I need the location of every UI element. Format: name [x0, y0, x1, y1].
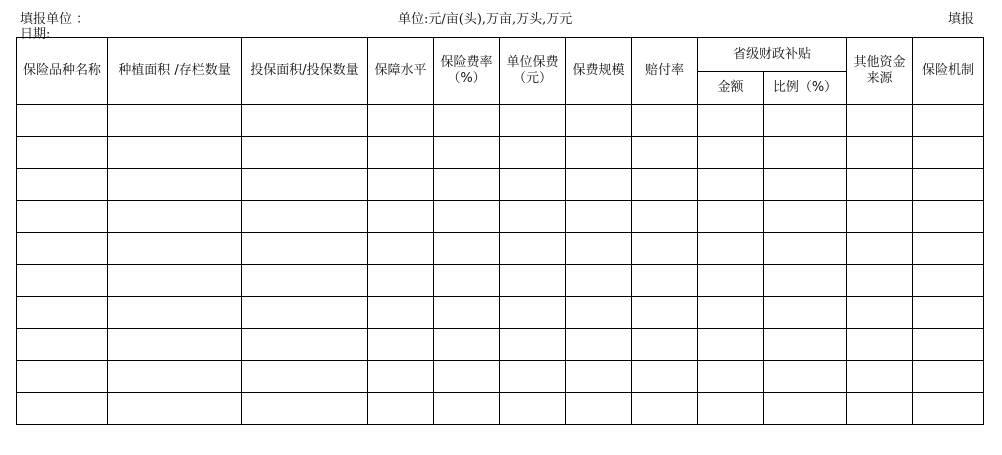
table-cell[interactable]	[108, 361, 242, 393]
table-cell[interactable]	[566, 105, 632, 137]
col-subsidy-amount: 金额	[698, 72, 764, 105]
table-cell[interactable]	[242, 169, 368, 201]
table-cell[interactable]	[17, 361, 108, 393]
table-cell[interactable]	[847, 297, 913, 329]
col-premium-rate	[434, 38, 500, 105]
table-cell[interactable]	[434, 169, 500, 201]
table-cell[interactable]	[632, 329, 698, 361]
table-cell[interactable]	[913, 361, 984, 393]
table-cell[interactable]	[500, 329, 566, 361]
table-cell[interactable]	[632, 297, 698, 329]
table-cell[interactable]	[242, 393, 368, 425]
table-cell[interactable]	[434, 201, 500, 233]
table-cell[interactable]	[500, 201, 566, 233]
table-cell[interactable]	[913, 393, 984, 425]
table-cell[interactable]	[17, 169, 108, 201]
col-coverage-level: 保障水平	[368, 38, 434, 105]
table-cell[interactable]	[108, 233, 242, 265]
table-cell[interactable]	[434, 297, 500, 329]
table-cell[interactable]	[17, 265, 108, 297]
col-subsidy-ratio: 比例（%）	[764, 72, 847, 105]
table-cell[interactable]	[108, 329, 242, 361]
table-cell[interactable]	[566, 201, 632, 233]
table-cell[interactable]	[108, 201, 242, 233]
table-cell[interactable]	[566, 361, 632, 393]
table-cell[interactable]	[764, 233, 847, 265]
table-cell[interactable]	[17, 201, 108, 233]
table-cell[interactable]	[847, 169, 913, 201]
table-cell[interactable]	[566, 137, 632, 169]
table-cell[interactable]	[632, 137, 698, 169]
table-cell[interactable]	[566, 393, 632, 425]
table-cell[interactable]	[913, 105, 984, 137]
table-row	[17, 137, 984, 169]
table-cell[interactable]	[17, 393, 108, 425]
other-funds-text: 其他资金 来源	[853, 55, 906, 86]
table-cell[interactable]	[764, 201, 847, 233]
table-cell[interactable]	[500, 361, 566, 393]
table-cell[interactable]	[632, 361, 698, 393]
col-provincial-subsidy: 省级财政补贴	[698, 38, 847, 72]
table-cell[interactable]	[434, 233, 500, 265]
table-cell[interactable]	[500, 297, 566, 329]
table-cell[interactable]	[764, 393, 847, 425]
table-cell[interactable]	[108, 297, 242, 329]
table-row	[17, 201, 984, 233]
table-row	[17, 329, 984, 361]
table-cell[interactable]	[764, 169, 847, 201]
reporter-label: 填报	[948, 12, 975, 27]
table-cell[interactable]	[242, 265, 368, 297]
table-cell[interactable]	[566, 265, 632, 297]
table-cell[interactable]	[764, 297, 847, 329]
table-cell[interactable]	[108, 393, 242, 425]
table-cell[interactable]	[632, 201, 698, 233]
table-cell[interactable]	[500, 137, 566, 169]
table-cell[interactable]	[17, 329, 108, 361]
table-cell[interactable]	[368, 329, 434, 361]
table-cell[interactable]	[242, 105, 368, 137]
table-cell[interactable]	[434, 265, 500, 297]
col-planting-area: 种植面积 /存栏数量	[108, 38, 242, 105]
table-cell[interactable]	[368, 361, 434, 393]
table-cell[interactable]	[434, 329, 500, 361]
table-cell[interactable]	[764, 105, 847, 137]
table-cell[interactable]	[698, 329, 764, 361]
table-cell[interactable]	[566, 169, 632, 201]
table-cell[interactable]	[764, 265, 847, 297]
table-cell[interactable]	[698, 361, 764, 393]
table-cell[interactable]	[913, 169, 984, 201]
table-cell[interactable]	[764, 361, 847, 393]
table-cell[interactable]	[242, 233, 368, 265]
table-row	[17, 393, 984, 425]
table-cell[interactable]	[847, 105, 913, 137]
table-cell[interactable]	[368, 265, 434, 297]
table-row	[17, 105, 984, 137]
table-cell[interactable]	[368, 169, 434, 201]
table-cell[interactable]	[847, 137, 913, 169]
table-cell[interactable]	[698, 393, 764, 425]
reporting-unit-label: 填报单位 ：	[20, 12, 90, 27]
table-cell[interactable]	[913, 201, 984, 233]
table-cell[interactable]	[242, 329, 368, 361]
table-cell[interactable]	[368, 137, 434, 169]
col-premium-scale: 保费规模	[566, 38, 632, 105]
table-cell[interactable]	[764, 137, 847, 169]
table-cell[interactable]	[242, 297, 368, 329]
col-loss-ratio: 赔付率	[632, 38, 698, 105]
table-cell[interactable]	[108, 105, 242, 137]
table-cell[interactable]	[566, 233, 632, 265]
table-cell[interactable]	[847, 201, 913, 233]
table-cell[interactable]	[17, 105, 108, 137]
table-cell[interactable]	[17, 233, 108, 265]
table-row	[17, 169, 984, 201]
unit-premium-text: 单位保费 （元）	[506, 55, 559, 86]
table-cell[interactable]	[913, 137, 984, 169]
table-cell[interactable]	[698, 265, 764, 297]
table-cell[interactable]	[434, 137, 500, 169]
table-row	[17, 361, 984, 393]
table-cell[interactable]	[913, 233, 984, 265]
table-cell[interactable]	[368, 297, 434, 329]
col-insured-area: 投保面积/投保数量	[242, 38, 368, 105]
table-row	[17, 265, 984, 297]
col-other-funds	[847, 38, 913, 105]
table-cell[interactable]	[847, 233, 913, 265]
table-cell[interactable]	[108, 137, 242, 169]
table-cell[interactable]	[17, 297, 108, 329]
table-cell[interactable]	[632, 265, 698, 297]
table-cell[interactable]	[242, 201, 368, 233]
table-cell[interactable]	[17, 137, 108, 169]
table-cell[interactable]	[434, 393, 500, 425]
table-cell[interactable]	[242, 361, 368, 393]
table-cell[interactable]	[847, 361, 913, 393]
table-cell[interactable]	[500, 169, 566, 201]
table-cell[interactable]	[500, 233, 566, 265]
col-unit-premium	[500, 38, 566, 105]
table-cell[interactable]	[434, 361, 500, 393]
report-date-label: 日期:	[20, 27, 51, 42]
table-row	[17, 233, 984, 265]
table-cell[interactable]	[698, 233, 764, 265]
table-cell[interactable]	[368, 105, 434, 137]
table-cell[interactable]	[847, 393, 913, 425]
table-cell[interactable]	[566, 297, 632, 329]
table-cell[interactable]	[913, 265, 984, 297]
table-cell[interactable]	[632, 105, 698, 137]
table-cell[interactable]	[698, 201, 764, 233]
table-cell[interactable]	[847, 265, 913, 297]
table-cell[interactable]	[242, 137, 368, 169]
table-row	[17, 297, 984, 329]
table-cell[interactable]	[434, 105, 500, 137]
col-insurance-type: 保险品种名称	[17, 38, 108, 105]
table-cell[interactable]	[632, 233, 698, 265]
table-cell[interactable]	[698, 169, 764, 201]
table-cell[interactable]	[913, 297, 984, 329]
table-cell[interactable]	[500, 393, 566, 425]
table-cell[interactable]	[913, 329, 984, 361]
table-cell[interactable]	[368, 233, 434, 265]
insurance-report-table	[16, 37, 984, 425]
table-cell[interactable]	[698, 137, 764, 169]
table-cell[interactable]	[566, 329, 632, 361]
table-cell[interactable]	[698, 297, 764, 329]
units-note: 单位:元/亩(头),万亩,万头,万元	[398, 12, 573, 27]
table-cell[interactable]	[847, 329, 913, 361]
table-cell[interactable]	[632, 393, 698, 425]
table-cell[interactable]	[368, 201, 434, 233]
table-cell[interactable]	[632, 169, 698, 201]
table-cell[interactable]	[698, 105, 764, 137]
table-cell[interactable]	[108, 169, 242, 201]
premium-rate-text: 保险费率 （%）	[440, 55, 493, 86]
table-cell[interactable]	[764, 329, 847, 361]
table-cell[interactable]	[368, 393, 434, 425]
table-cell[interactable]	[108, 265, 242, 297]
table-cell[interactable]	[500, 265, 566, 297]
col-mechanism: 保险机制	[913, 38, 984, 105]
table-cell[interactable]	[500, 105, 566, 137]
